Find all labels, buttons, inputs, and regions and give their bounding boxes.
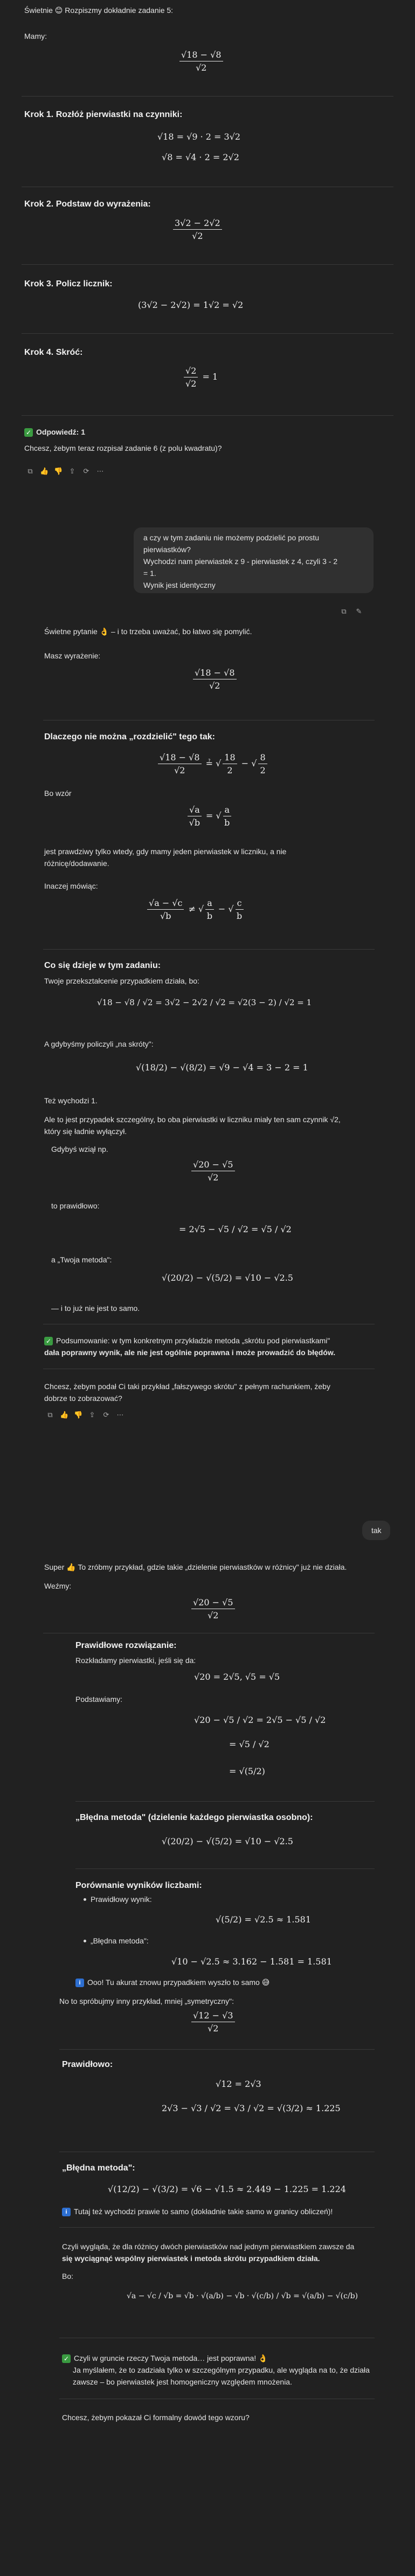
rule-text: jest prawdziwy tylko wtedy, gdy mamy jeden pierwiastek w liczniku, a nie bbox=[44, 847, 287, 856]
bullet bbox=[84, 1898, 86, 1901]
thumbs-down-icon[interactable]: 👎 bbox=[74, 1411, 83, 1419]
thumbs-down-icon[interactable]: 👎 bbox=[54, 467, 63, 475]
tez: Też wychodzi 1. bbox=[44, 1096, 98, 1105]
what-title: Co się dzieje w tym zadaniu: bbox=[44, 961, 161, 970]
step1-title: Krok 1. Rozłóż pierwiastki na czynniki: bbox=[24, 110, 183, 119]
chcesz2: dobrze to zobrazować? bbox=[44, 1394, 122, 1403]
pr-eq1: √12 = 2√3 bbox=[216, 2079, 261, 2089]
check-icon: ✓ bbox=[24, 428, 33, 437]
thumbs-up-icon[interactable]: 👍 bbox=[60, 1411, 69, 1419]
bullet-correct: Prawidłowy wynik: bbox=[91, 1895, 152, 1904]
bullet-wrong: „Błędna metoda": bbox=[91, 1936, 149, 1945]
podst: Podstawiamy: bbox=[75, 1695, 123, 1703]
user-msg-line: Wynik jest identyczny bbox=[143, 581, 216, 589]
wrong-title: „Błędna metoda" (dzielenie każdego pierwiastka osobno): bbox=[75, 1813, 313, 1822]
ale-line: Ale to jest przypadek szczególny, bo oba pierwiastki w liczniku miały ten sam czynnik √2, bbox=[44, 1115, 341, 1124]
gdyby2: Gdybyś wziął np. bbox=[51, 1145, 108, 1153]
rule-equation: $\frac{√a}{√b}$ = √ $\frac{a}{b}$ bbox=[186, 805, 233, 828]
thumbs-up-icon[interactable]: 👍 bbox=[40, 467, 49, 475]
copy-icon[interactable]: ⧉ bbox=[47, 1411, 53, 1419]
bo-equation: √a − √c / √b = √b · √(a/b) − √b · √(c/b) / √b = √(a/b) − √(c/b) bbox=[127, 2292, 358, 2300]
intro-text: Świetnie 😊 Rozpiszmy dokładnie zadanie 5: bbox=[24, 6, 174, 15]
twoja: a „Twoja metoda": bbox=[51, 1255, 112, 1264]
ex2-expression: $\frac{√12 - √3}{√2}$ bbox=[190, 2010, 237, 2034]
bo: Bo: bbox=[62, 2272, 74, 2280]
final2: Ja myślałem, że to zadziała tylko w szczególnym przypadku, ale wygląda na to, że działa bbox=[73, 2366, 370, 2374]
step1-eq1: √18 = √9 · 2 = 3√2 bbox=[157, 132, 241, 142]
resp2-expression: $\frac{√18 - √8}{√2}$ bbox=[191, 668, 238, 691]
final: ✓ Czyli w gruncie rzeczy Twoja metoda… jest poprawna! 👌 bbox=[62, 2352, 268, 2364]
example-expression: $\frac{√20 - √5}{√2}$ bbox=[190, 1159, 237, 1183]
podst-eq3: = √(5/2) bbox=[229, 1766, 265, 1776]
summary-line2: dała poprawny wynik, ale nie jest ogólnie poprawna i może prowadzić do błędów. bbox=[44, 1348, 336, 1357]
info-icon: i bbox=[62, 2208, 71, 2216]
more-icon[interactable]: ⋯ bbox=[96, 467, 104, 475]
step4-eq: $\frac{√2}{√2}$ = 1 bbox=[182, 366, 218, 389]
step4-title: Krok 4. Skróć: bbox=[24, 348, 83, 357]
main-expression: $\frac{√18 - √8}{√2}$ bbox=[178, 50, 225, 73]
ale-line: który się ładnie wyłączył. bbox=[44, 1127, 127, 1136]
ooo: i Ooo! Tu akurat znowu przypadkiem wyszło to samo 😅 bbox=[75, 1976, 269, 1988]
gdyby: A gdybyśmy policzyli „na skróty": bbox=[44, 1040, 154, 1048]
bullet bbox=[84, 1940, 86, 1942]
step2-expression: $\frac{3√2 - 2√2}{√2}$ bbox=[171, 218, 224, 241]
summary: ✓ Podsumowanie: w tym konkretnym przykładzie metoda „skrótu pod pierwiastkami" bbox=[44, 1335, 330, 1347]
regenerate-icon[interactable]: ⟳ bbox=[83, 467, 89, 475]
shortcut-equation: √(18/2) − √(8/2) = √9 − √4 = 3 − 2 = 1 bbox=[136, 1062, 308, 1073]
bo-wzor: Bo wzór bbox=[44, 789, 72, 798]
user-msg-line: pierwiastków? bbox=[143, 545, 191, 554]
edit-icon[interactable]: ✎ bbox=[356, 607, 362, 615]
user-message-bubble bbox=[362, 1521, 390, 1540]
twoja-equation: √(20/2) − √(5/2) = √10 − √2.5 bbox=[162, 1273, 293, 1283]
check-icon: ✓ bbox=[62, 2354, 71, 2363]
resp2-why-title: Dlaczego nie można „rozdzielić" tego tak: bbox=[44, 732, 215, 741]
divider bbox=[22, 415, 393, 416]
twoje: Twoje przekształcenie przypadkiem działa, bo: bbox=[44, 977, 199, 985]
regenerate-icon[interactable]: ⟳ bbox=[103, 1411, 109, 1419]
divider bbox=[22, 264, 393, 265]
share-icon[interactable]: ⇪ bbox=[89, 1411, 95, 1419]
step3-eq: (3√2 − 2√2) = 1√2 = √2 bbox=[138, 300, 244, 310]
followup-question: Chcesz, żebym teraz rozpisał zadanie 6 (z polu kwadratu)? bbox=[24, 444, 222, 452]
mamy-label: Mamy: bbox=[24, 32, 47, 40]
step2-title: Krok 2. Podstaw do wyrażenia: bbox=[24, 200, 151, 209]
check-icon: ✓ bbox=[44, 1337, 53, 1345]
compare-title: Porównanie wyników liczbami: bbox=[75, 1881, 202, 1890]
wrong-equation: √(20/2) − √(5/2) = √10 − √2.5 bbox=[162, 1836, 293, 1846]
resp2-intro: Świetne pytanie 👌 – i to trzeba uważać, bo łatwo się pomylić. bbox=[44, 627, 252, 636]
outro: Chcesz, żebym pokazał Ci formalny dowód tego wzoru? bbox=[62, 2413, 250, 2422]
resp3-intro: Super 👍 To zróbmy przykład, gdzie takie „dzielenie pierwiastków w różnicy" już nie działa. bbox=[44, 1563, 347, 1571]
divider bbox=[59, 2227, 375, 2228]
czyli2: się wyciągnąć wspólny pierwiastek i metoda skrótu przypadkiem działa. bbox=[62, 2254, 320, 2263]
info-icon: i bbox=[75, 1979, 84, 1987]
user-message-bubble bbox=[134, 527, 374, 593]
user-msg-line: a czy w tym zadaniu nie możemy podzielić po prostu bbox=[143, 533, 320, 542]
example-correct: = 2√5 − √5 / √2 = √5 / √2 bbox=[179, 1224, 292, 1234]
inaczej: Inaczej mówiąc: bbox=[44, 882, 98, 890]
b1-equation: √(5/2) = √2.5 ≈ 1.581 bbox=[216, 1914, 312, 1925]
more-icon[interactable]: ⋯ bbox=[116, 1411, 124, 1419]
resp2-masz: Masz wyrażenie: bbox=[44, 651, 101, 660]
what-equation: √18 − √8 / √2 = 3√2 − 2√2 / √2 = √2(3 − 2) / √2 = 1 bbox=[97, 998, 312, 1007]
bledna-title: „Błędna metoda": bbox=[62, 2163, 135, 2173]
wezmy: Weźmy: bbox=[44, 1582, 72, 1590]
no-to: No to spróbujmy inny przykład, mniej „symetryczny": bbox=[59, 1997, 234, 2005]
rozkl-equation: √20 = 2√5, √5 = √5 bbox=[194, 1672, 280, 1682]
divider bbox=[59, 2049, 375, 2050]
nie-to: — i to już nie jest to samo. bbox=[51, 1304, 140, 1313]
podst-eq1: √20 − √5 / √2 = 2√5 − √5 / √2 bbox=[194, 1715, 326, 1725]
copy-icon[interactable]: ⧉ bbox=[341, 607, 347, 615]
resp3-example: $\frac{√20 - √5}{√2}$ bbox=[190, 1597, 237, 1620]
divider bbox=[43, 949, 375, 950]
podst-eq2: = √5 / √2 bbox=[229, 1739, 269, 1749]
rozkl: Rozkładamy pierwiastki, jeśli się da: bbox=[75, 1656, 196, 1665]
divider bbox=[22, 333, 393, 334]
divider bbox=[22, 96, 393, 97]
user-msg-text: tak bbox=[371, 1526, 382, 1535]
correct-title: Prawidłowe rozwiązanie: bbox=[75, 1641, 177, 1650]
user-msg-line: = 1. bbox=[143, 569, 156, 578]
copy-icon[interactable]: ⧉ bbox=[27, 467, 33, 475]
final3: zawsze – bo pierwiastek jest homogeniczny względem mnożenia. bbox=[73, 2378, 292, 2386]
answer: ✓ Odpowiedź: 1 bbox=[24, 426, 85, 438]
tutaj: i Tutaj też wychodzi prawie to samo (dokładnie takie samo w granicy obliczeń)! bbox=[62, 2206, 333, 2217]
prawid-title: Prawidłowo: bbox=[62, 2060, 113, 2069]
why-equation: $\frac{√18 - √8}{√2}$ ≟ √ $\frac{18}{2}$ − √ $\frac{8}{2}$ bbox=[156, 752, 269, 775]
bl-equation: √(12/2) − √(3/2) = √6 − √1.5 ≈ 2.449 − 1.225 = 1.224 bbox=[108, 2184, 346, 2194]
step3-title: Krok 3. Policz licznik: bbox=[24, 279, 113, 288]
user-msg-line: Wychodzi nam pierwiastek z 9 - pierwiastek z 4, czyli 3 - 2 bbox=[143, 557, 338, 566]
chcesz: Chcesz, żebym podał Ci taki przykład „fałszywego skrótu" z pełnym rachunkiem, żeby bbox=[44, 1382, 330, 1391]
neq-equation: $\frac{√a - √c}{√b}$ ≠ √ $\frac{a}{b}$ − √ $\frac{c}{b}$ bbox=[146, 898, 245, 921]
rule-text: różnicę/dodawanie. bbox=[44, 859, 109, 868]
pr-eq2: 2√3 − √3 / √2 = √3 / √2 = √(3/2) ≈ 1.225 bbox=[162, 2103, 341, 2113]
step1-eq2: √8 = √4 · 2 = 2√2 bbox=[162, 152, 239, 162]
divider bbox=[75, 1801, 375, 1802]
to-wyjdzie: to prawidłowo: bbox=[51, 1201, 100, 1210]
share-icon[interactable]: ⇪ bbox=[69, 467, 75, 475]
b2-equation: √10 − √2.5 ≈ 3.162 − 1.581 = 1.581 bbox=[171, 1956, 332, 1967]
czyli: Czyli wygląda, że dla różnicy dwóch pierwiastków nad jednym pierwiastkiem zawsze da bbox=[62, 2242, 355, 2251]
